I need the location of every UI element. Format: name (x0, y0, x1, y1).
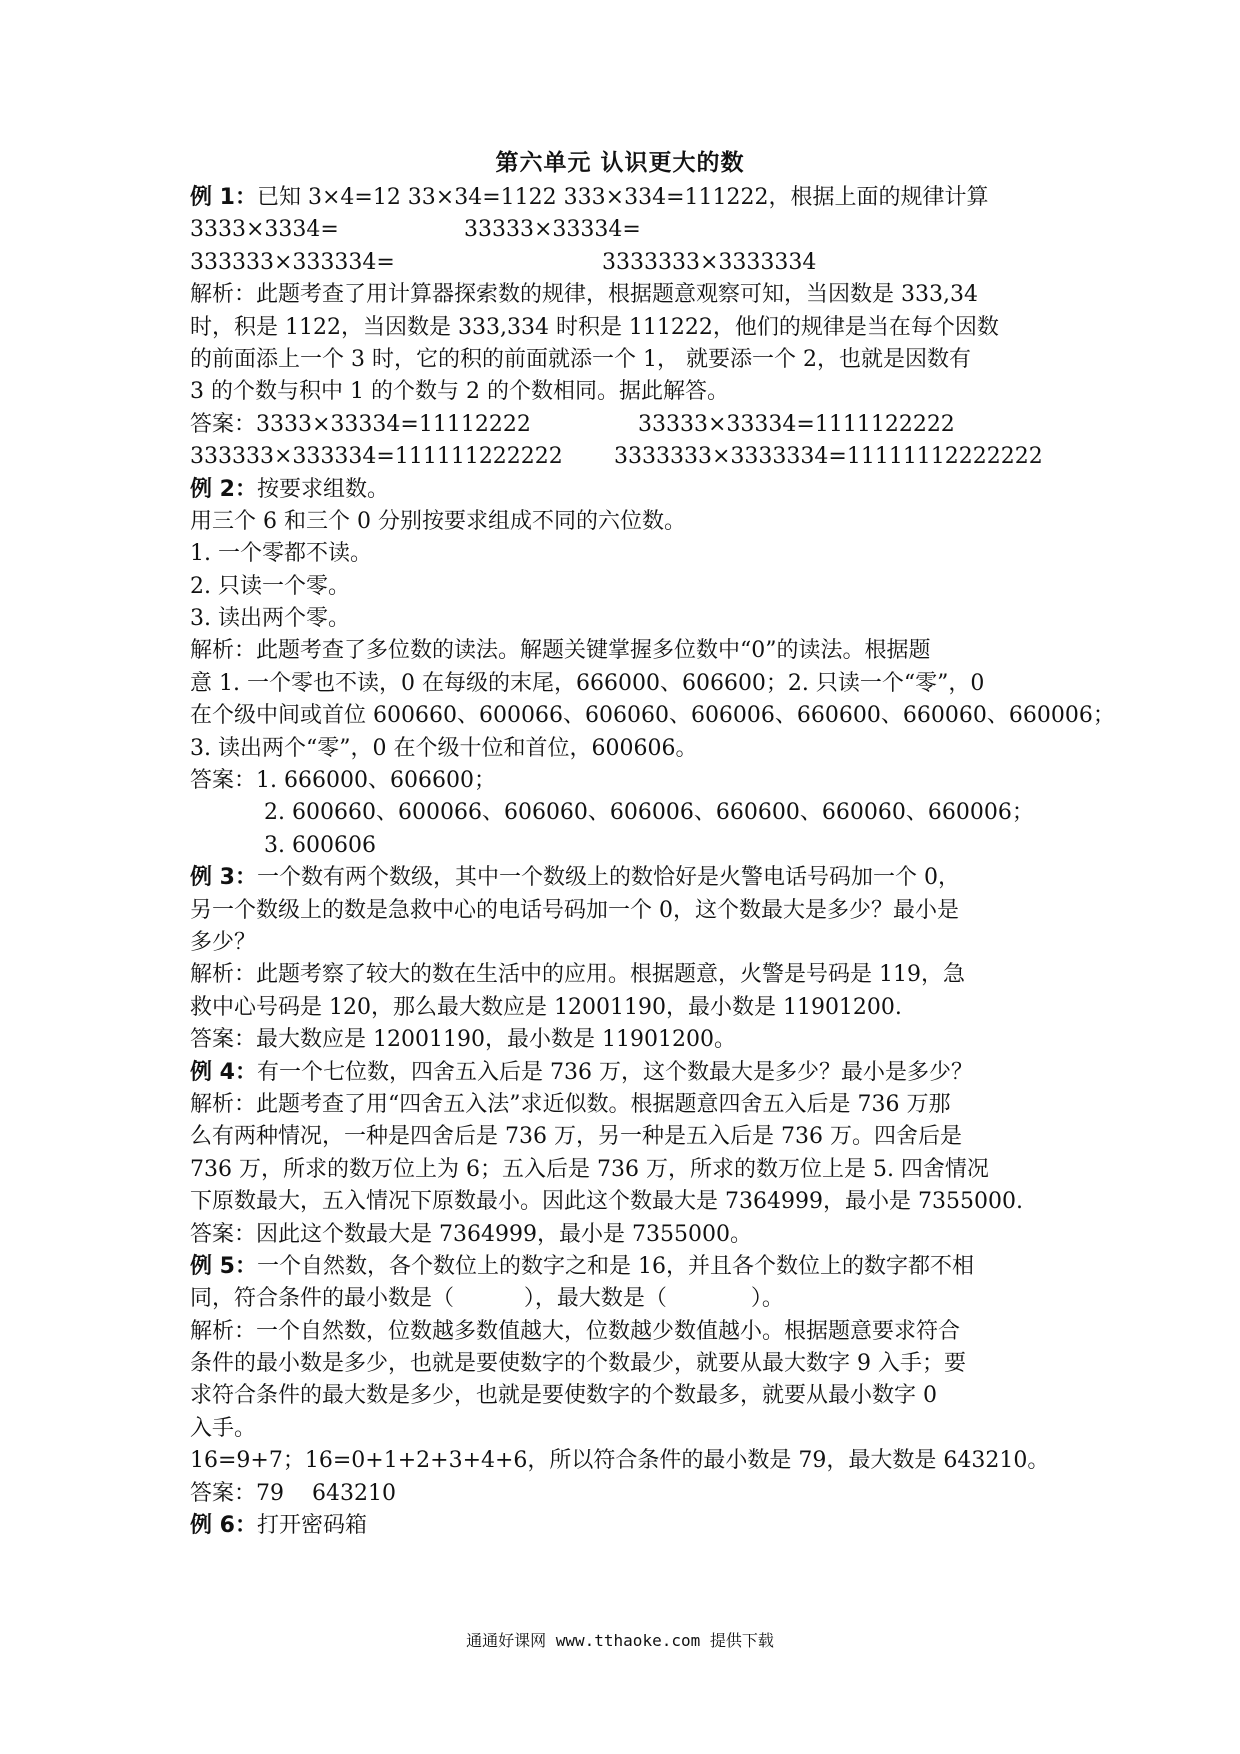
answer-text: 33333×33334=1111122222 (638, 411, 955, 437)
answer-text: 333333×333334=111111222222 (190, 444, 563, 470)
example-1-question-row (190, 214, 1060, 246)
text-line: 3. 读出两个零。 (190, 606, 350, 632)
page-footer: 通通好课网 www.tthaoke.com 提供下载 (466, 1631, 774, 1650)
text-line: 用三个 6 和三个 0 分别按要求组成不同的六位数。 (190, 508, 686, 534)
answer-text: 答案：3333×33334=11112222 (190, 411, 531, 437)
page-title: 第六单元 认识更大的数 (495, 150, 745, 176)
analysis-line: 3. 读出两个“零”，0 在个级十位和首位，600606。 (190, 735, 698, 761)
answer-text: 答案：79 643210 (190, 1480, 396, 1506)
text-line: 2. 只读一个零。 (190, 573, 350, 599)
answer-row (190, 441, 1060, 473)
example-label: 例 6： (190, 1513, 257, 1539)
example-label: 例 4： (190, 1059, 257, 1085)
analysis-line: 解析：此题考查了用“四舍五入法”求近似数。根据题意四舍五入后是 736 万那 (190, 1091, 951, 1117)
example-text: 一个数有两个数级，其中一个数级上的数恰好是火警电话号码加一个 0， (256, 865, 960, 891)
analysis-line: 736 万，所求的数万位上为 6；五入后是 736 万，所求的数万位上是 5. 四舍情况 (190, 1156, 989, 1182)
example-label: 例 3： (190, 865, 257, 891)
analysis-line: 救中心号码是 120，那么最大数应是 12001190，最小数是 11901200. (190, 994, 902, 1020)
example-6-heading (190, 1510, 1060, 1542)
analysis-line: 在个级中间或首位 600660、600066、606060、606006、660600、660060、660006； (190, 703, 1115, 729)
text-line: 16=9+7；16=0+1+2+3+4+6，所以符合条件的最小数是 79，最大数是 643210。 (190, 1448, 1050, 1474)
analysis-line: 解析：此题考察了较大的数在生活中的应用。根据题意，火警是号码是 119，急 (190, 962, 965, 988)
example-text: 有一个七位数，四舍五入后是 736 万，这个数最大是多少？最小是多少？ (256, 1059, 973, 1085)
analysis-line: 的前面添上一个 3 时，它的积的前面就添一个 1， 就要添一个 2，也就是因数有 (190, 346, 971, 372)
analysis-line: 3 的个数与积中 1 的个数与 2 的个数相同。据此解答。 (190, 379, 729, 405)
example-text: 按要求组数。 (256, 476, 389, 502)
analysis-line: 入手。 (190, 1415, 257, 1441)
analysis-line: 求符合条件的最大数是多少，也就是要使数字的个数最多，就要从最小数字 0 (190, 1383, 937, 1409)
example-5-heading (190, 1251, 1060, 1283)
analysis-line: 下原数最大，五入情况下原数最小。因此这个数最大是 7364999，最小是 7355000. (190, 1189, 1023, 1215)
analysis-line: 意 1. 一个零也不读，0 在每级的末尾，666000、606600；2. 只读一个“零”，0 (190, 670, 985, 696)
analysis-line: 解析：此题考查了用计算器探索数的规律，根据题意观察可知，当因数是 333,34 (190, 282, 978, 308)
example-label: 例 1： (190, 185, 257, 210)
example-text: 已知 3×4=12 33×34=1122 333×334=111222，根据上面的规律计算 (256, 185, 989, 210)
question-text: 333333×333334= (190, 249, 395, 275)
answer-row (190, 409, 1060, 441)
question-text: 3333333×3333334 (602, 249, 817, 275)
example-label: 例 2： (190, 476, 257, 502)
example-1-question-row (190, 247, 1060, 279)
answer-text: 3. 600606 (264, 832, 376, 858)
text-line: 多少？ (190, 929, 257, 955)
example-2-heading (190, 474, 1060, 506)
analysis-line: 条件的最小数是多少，也就是要使数字的个数最少，就要从最大数字 9 入手；要 (190, 1351, 966, 1377)
text-line: 1. 一个零都不读。 (190, 541, 372, 567)
analysis-line: 解析：一个自然数，位数越多数值越大，位数越少数值越小。根据题意要求符合 (190, 1318, 961, 1344)
question-text: 33333×33334= (464, 217, 641, 243)
example-1-heading (190, 182, 1060, 214)
example-4-heading (190, 1057, 1060, 1089)
answer-text: 3333333×3333334=11111112222222 (614, 444, 1043, 470)
text-line: 另一个数级上的数是急救中心的电话号码加一个 0，这个数最大是多少？最小是 (190, 897, 959, 923)
example-label: 例 5： (190, 1253, 257, 1279)
question-text: 3333×3334= (190, 217, 339, 243)
answer-text: 答案：1. 666000、606600； (190, 768, 496, 794)
example-text: 一个自然数，各个数位上的数字之和是 16，并且各个数位上的数字都不相 (256, 1253, 974, 1279)
example-text: 打开密码箱 (256, 1513, 367, 1539)
example-3-heading (190, 862, 1060, 894)
analysis-line: 时，积是 1122，当因数是 333,334 时积是 111222，他们的规律是当在每个因数 (190, 314, 999, 340)
answer-text: 答案：因此这个数最大是 7364999，最小是 7355000。 (190, 1221, 752, 1247)
text-line: 同，符合条件的最小数是（ ），最大数是（ ）。 (190, 1286, 784, 1312)
document-body (190, 182, 1115, 1542)
analysis-line: 么有两种情况，一种是四舍后是 736 万，另一种是五入后是 736 万。四舍后是 (190, 1124, 962, 1150)
answer-text: 答案：最大数应是 12001190，最小数是 11901200。 (190, 1027, 736, 1053)
answer-text: 2. 600660、600066、606060、606006、660600、660060、660006； (264, 800, 1034, 826)
analysis-line: 解析：此题考查了多位数的读法。解题关键掌握多位数中“0”的读法。根据题 (190, 638, 931, 664)
